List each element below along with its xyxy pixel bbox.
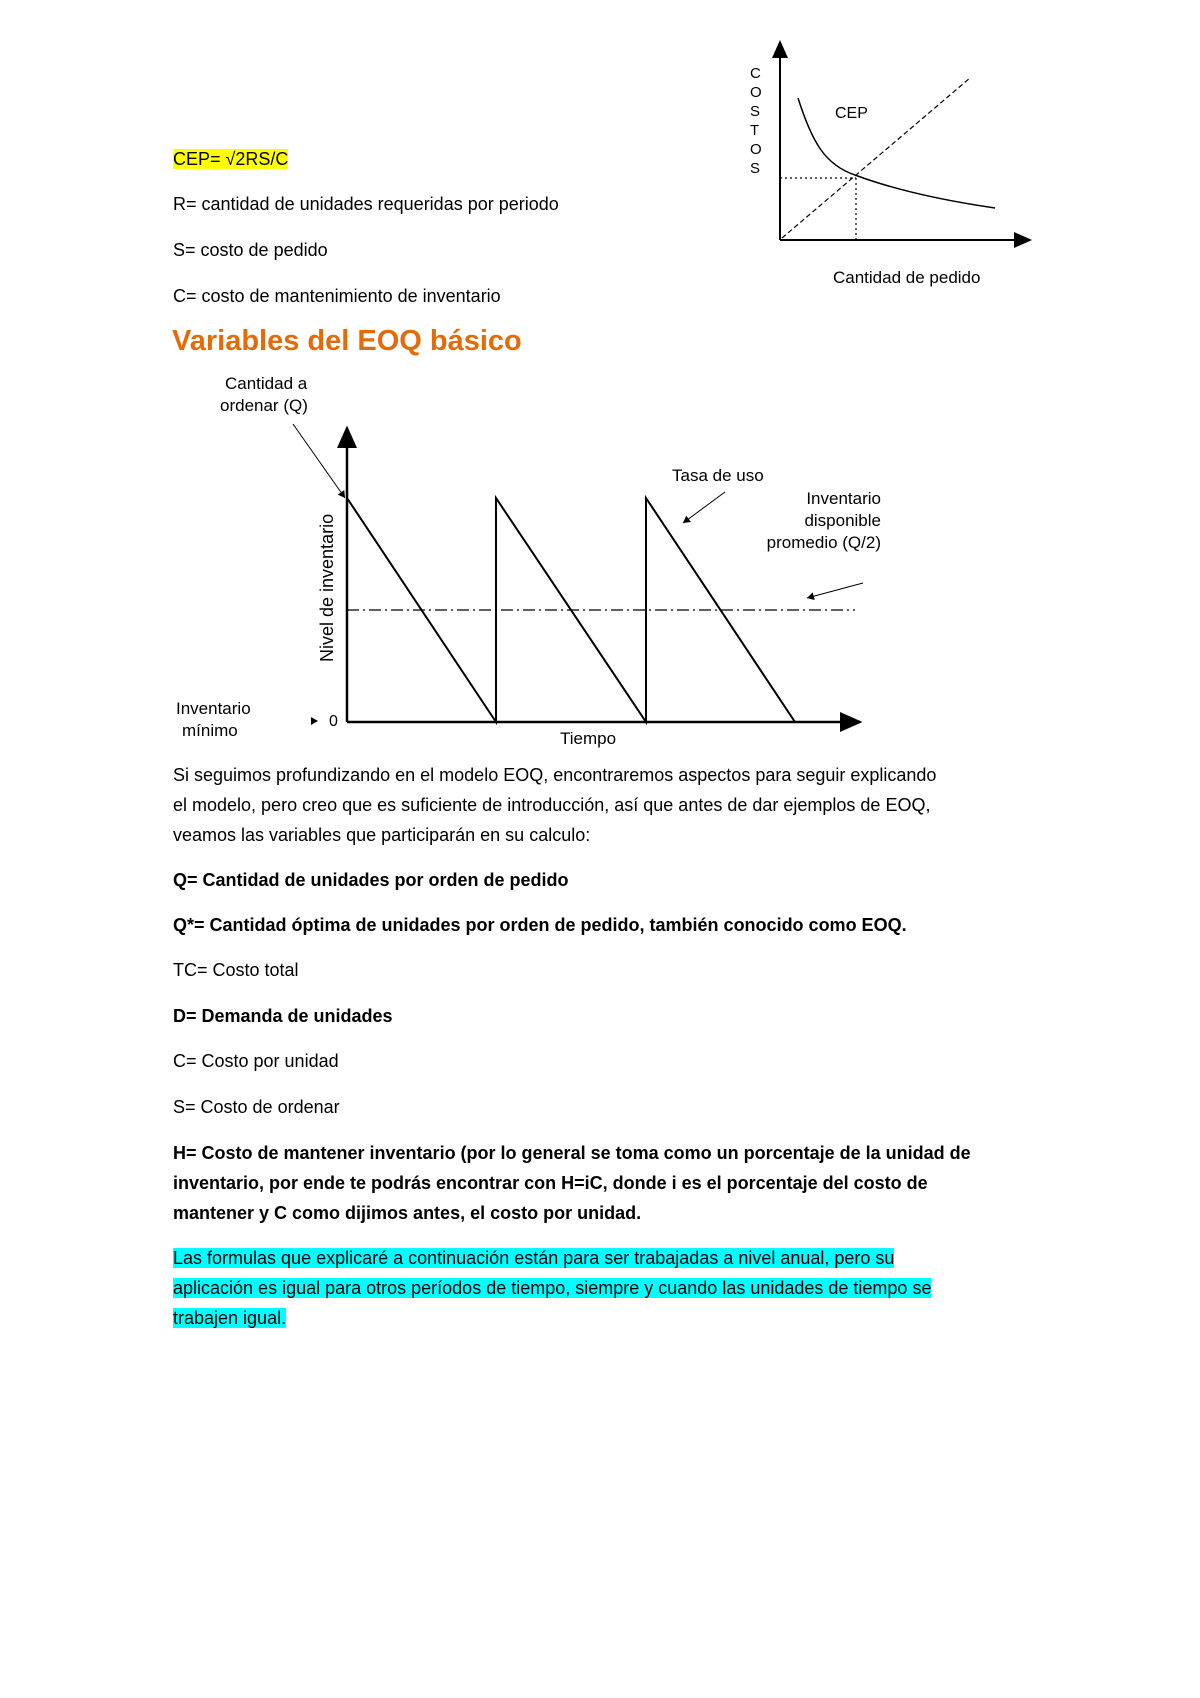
- inventory-chart: [165, 370, 885, 760]
- annual-note-line-3: trabajen igual.: [173, 1308, 287, 1328]
- min-inventory-line1: Inventario: [176, 699, 251, 718]
- section-heading: Variables del EOQ básico: [172, 325, 522, 357]
- def-q-star: Q*= Cantidad óptima de unidades por orden de pedido, también conocido como EOQ.: [173, 915, 907, 935]
- def-h-line-3: mantener y C como dijimos antes, el costo por unidad.: [173, 1203, 642, 1223]
- formula-cep: [173, 145, 288, 173]
- q-annotation-line1: Cantidad a: [225, 374, 308, 393]
- avg-inventory-arrow: [807, 583, 863, 598]
- inventory-y-axis-label: Nivel de inventario: [317, 513, 337, 662]
- minimum-pointer-icon: [311, 717, 318, 725]
- q-annotation-arrow: [293, 424, 345, 498]
- usage-rate-label: Tasa de uso: [672, 466, 764, 485]
- cost-chart-y-axis-letters: [750, 65, 762, 177]
- zero-tick-label: 0: [329, 713, 338, 730]
- cost-y-letter-6: S: [750, 160, 761, 177]
- intro-line-2: el modelo, pero creo que es suficiente de introducción, así que antes de dar ejemplos de EOQ,: [173, 795, 931, 815]
- def-h-line-1: H= Costo de mantener inventario (por lo general se toma como un porcentaje de la unidad de: [173, 1143, 971, 1163]
- cost-holding-line: [782, 78, 970, 238]
- cost-y-letter-2: O: [750, 84, 762, 101]
- formula-cep-text: CEP= √2RS/C: [173, 149, 289, 169]
- cost-y-letter-3: S: [750, 103, 761, 120]
- usage-rate-arrow: [683, 492, 725, 523]
- min-inventory-line2: mínimo: [182, 721, 238, 740]
- cost-x-axis-label: Cantidad de pedido: [833, 268, 981, 287]
- cost-chart: [730, 30, 1060, 290]
- def-s: S= Costo de ordenar: [173, 1097, 340, 1117]
- annual-note-line-1: Las formulas que explicaré a continuación están para ser trabajadas a nivel anual, pero su: [173, 1248, 895, 1268]
- def-d: D= Demanda de unidades: [173, 1006, 393, 1026]
- intro-line-3: veamos las variables que participarán en su calculo:: [173, 825, 591, 845]
- avg-inventory-line3: promedio (Q/2): [766, 533, 881, 552]
- intro-paragraph: [173, 760, 1053, 850]
- cost-ordering-curve: [798, 98, 995, 208]
- cost-y-letter-4: T: [750, 122, 760, 139]
- cost-curve-label: CEP: [835, 105, 868, 122]
- avg-inventory-line1: Inventario: [806, 489, 881, 508]
- intro-line-1: Si seguimos profundizando en el modelo EOQ, encontraremos aspectos para seguir explicando: [173, 765, 937, 785]
- avg-inventory-line2: disponible: [804, 511, 881, 530]
- formula-s-definition: S= costo de pedido: [173, 240, 328, 260]
- annual-note: [173, 1243, 1053, 1333]
- formula-c-definition: C= costo de mantenimiento de inventario: [173, 286, 501, 306]
- formula-r-definition: R= cantidad de unidades requeridas por periodo: [173, 194, 559, 214]
- inventory-x-axis-label: Tiempo: [560, 729, 617, 748]
- q-annotation-line2: ordenar (Q): [220, 396, 308, 415]
- def-q: Q= Cantidad de unidades por orden de pedido: [173, 870, 569, 890]
- def-h-line-2: inventario, por ende te podrás encontrar con H=iC, donde i es el porcentaje del costo de: [173, 1173, 928, 1193]
- def-tc: TC= Costo total: [173, 960, 299, 980]
- def-c: C= Costo por unidad: [173, 1051, 339, 1071]
- cost-y-letter-5: O: [750, 141, 762, 158]
- def-h: [173, 1138, 1053, 1228]
- annual-note-line-2: aplicación es igual para otros períodos de tiempo, siempre y cuando las unidades de tiempo se: [173, 1278, 932, 1298]
- cost-y-letter-1: C: [750, 65, 761, 82]
